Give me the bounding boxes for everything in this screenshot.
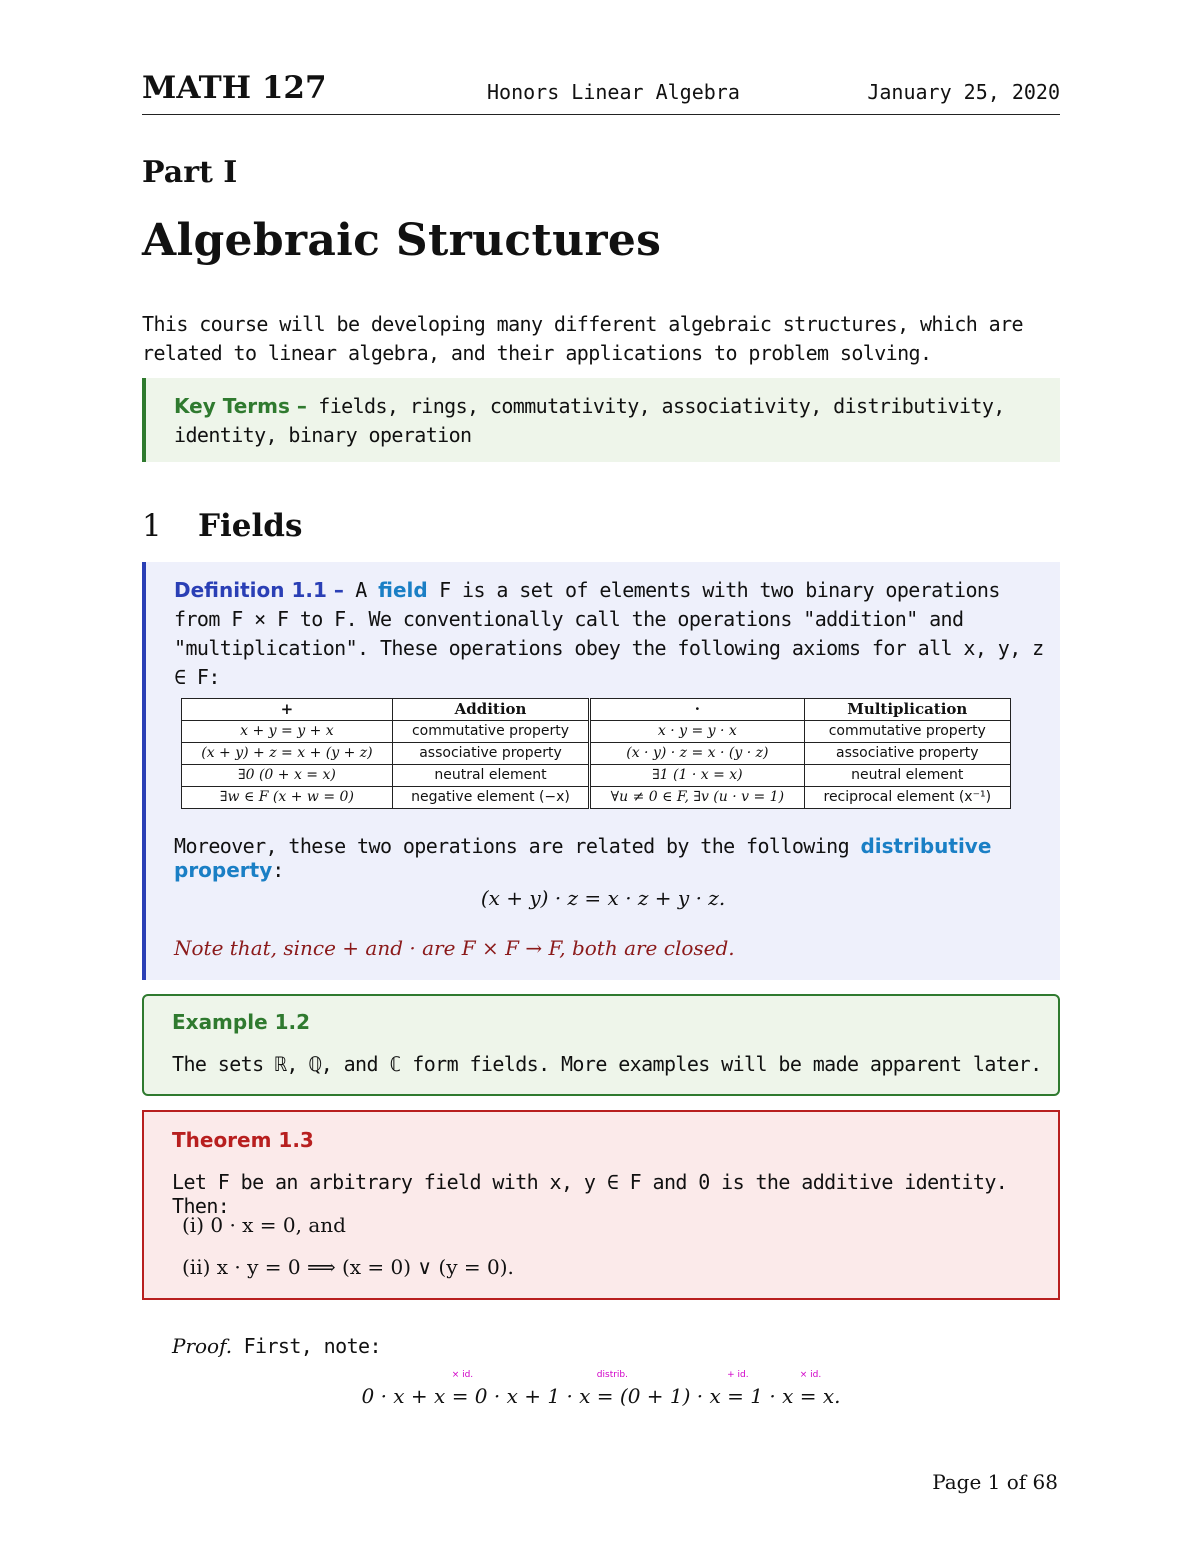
part-heading: Part I xyxy=(142,155,238,190)
chapter-title: Algebraic Structures xyxy=(142,215,662,266)
section-number: 1 xyxy=(142,508,162,544)
equals-annotation: × id. xyxy=(451,1370,474,1380)
equals-sign: = xyxy=(451,1384,469,1408)
closure-note: Note that, since + and · are F × F → F, both are closed. xyxy=(174,936,735,960)
annotated-equals xyxy=(596,1370,629,1408)
table-cell: associative property xyxy=(804,743,1010,765)
equation-term: 1 · x xyxy=(743,1384,800,1408)
table-header: · xyxy=(590,699,804,721)
proof-text: First, note: xyxy=(232,1334,381,1358)
equals-annotation: distrib. xyxy=(596,1370,629,1380)
table-row xyxy=(182,743,1011,765)
equation-term: 0 · x + 1 · x xyxy=(468,1384,597,1408)
table-row xyxy=(182,765,1011,787)
example-box xyxy=(142,994,1060,1096)
moreover-pre: Moreover, these two operations are related by the following xyxy=(174,834,861,858)
intro-paragraph: This course will be developing many different algebraic structures, which are related to linear algebra, and their applications to problem solving. xyxy=(142,312,1023,365)
course-subject: Honors Linear Algebra xyxy=(487,80,740,104)
table-cell: (x + y) + z = x + (y + z) xyxy=(182,743,393,765)
table-row xyxy=(182,721,1011,743)
section-title: Fields xyxy=(198,508,303,544)
equals-sign: = xyxy=(799,1384,817,1408)
definition-term: field xyxy=(378,578,428,602)
example-label: Example 1.2 xyxy=(172,1010,311,1034)
definition-box xyxy=(142,562,1060,980)
table-header-row xyxy=(182,699,1011,721)
table-cell: ∃w ∈ F (x + w = 0) xyxy=(182,787,393,809)
key-terms-box xyxy=(142,378,1060,462)
equals-annotation: + id. xyxy=(727,1370,749,1380)
table-cell: x + y = y + x xyxy=(182,721,393,743)
table-cell: ∃1 (1 · x = x) xyxy=(590,765,804,787)
definition-text xyxy=(174,576,1044,692)
equation-term: 0 · x + x xyxy=(361,1384,452,1408)
equation-term: x. xyxy=(816,1384,841,1408)
table-cell: commutative property xyxy=(804,721,1010,743)
header-date: January 25, 2020 xyxy=(867,80,1060,104)
table-cell: commutative property xyxy=(392,721,589,743)
definition-label: Definition 1.1 – xyxy=(174,578,344,602)
annotated-equals xyxy=(799,1370,822,1408)
table-cell: neutral element xyxy=(804,765,1010,787)
definition-body: F is a set of elements with two binary operations from F × F to F. We conventionally call the operations "addition" and "multiplication". These operations obey the following axioms for all x, y, z ∈ F: xyxy=(174,578,1044,689)
proof-intro xyxy=(172,1334,381,1358)
theorem-item-i: (i) 0 · x = 0, and xyxy=(182,1213,346,1237)
table-cell: neutral element xyxy=(392,765,589,787)
course-code: MATH 127 xyxy=(142,70,327,106)
distributive-equation: (x + y) · z = x · z + y · z. xyxy=(480,886,726,910)
table-cell: ∀u ≠ 0 ∈ F, ∃v (u · v = 1) xyxy=(590,787,804,809)
table-cell: x · y = y · x xyxy=(590,721,804,743)
theorem-label: Theorem 1.3 xyxy=(172,1128,314,1152)
table-cell: (x · y) · z = x · (y · z) xyxy=(590,743,804,765)
table-header: Multiplication xyxy=(804,699,1010,721)
theorem-item-ii: (ii) x · y = 0 ⟹ (x = 0) ∨ (y = 0). xyxy=(182,1255,514,1279)
annotated-equals xyxy=(451,1370,474,1408)
table-cell: reciprocal element (x⁻¹) xyxy=(804,787,1010,809)
table-header: Addition xyxy=(392,699,589,721)
table-header: + xyxy=(182,699,393,721)
section-heading xyxy=(142,508,302,544)
page-header xyxy=(142,70,1060,115)
distributive-term: distributive property xyxy=(174,834,992,882)
theorem-box xyxy=(142,1110,1060,1300)
key-terms-label: Key Terms – xyxy=(174,394,307,418)
equation-term: (0 + 1) · x xyxy=(613,1384,728,1408)
equals-sign: = xyxy=(727,1384,744,1408)
example-text: The sets ℝ, ℚ, and ℂ form fields. More examples will be made apparent later. xyxy=(172,1052,1042,1076)
definition-pre: A xyxy=(343,578,379,602)
theorem-text: Let F be an arbitrary field with x, y ∈ F and 0 is the additive identity. Then: xyxy=(172,1170,1008,1218)
page-number: Page 1 of 68 xyxy=(932,1470,1058,1494)
table-row xyxy=(182,787,1011,809)
equals-sign: = xyxy=(596,1384,614,1408)
axioms-table xyxy=(181,698,1011,809)
key-terms-text: fields, rings, commutativity, associativity, distributivity, identity, binary operation xyxy=(174,394,1005,447)
proof-equation xyxy=(142,1370,1060,1408)
moreover-post: : xyxy=(272,858,284,882)
table-cell: associative property xyxy=(392,743,589,765)
table-cell: negative element (−x) xyxy=(392,787,589,809)
annotated-equals xyxy=(727,1370,749,1408)
moreover-text xyxy=(174,834,1060,882)
equals-annotation: × id. xyxy=(799,1370,822,1380)
table-cell: ∃0 (0 + x = x) xyxy=(182,765,393,787)
proof-label: Proof. xyxy=(172,1334,233,1358)
